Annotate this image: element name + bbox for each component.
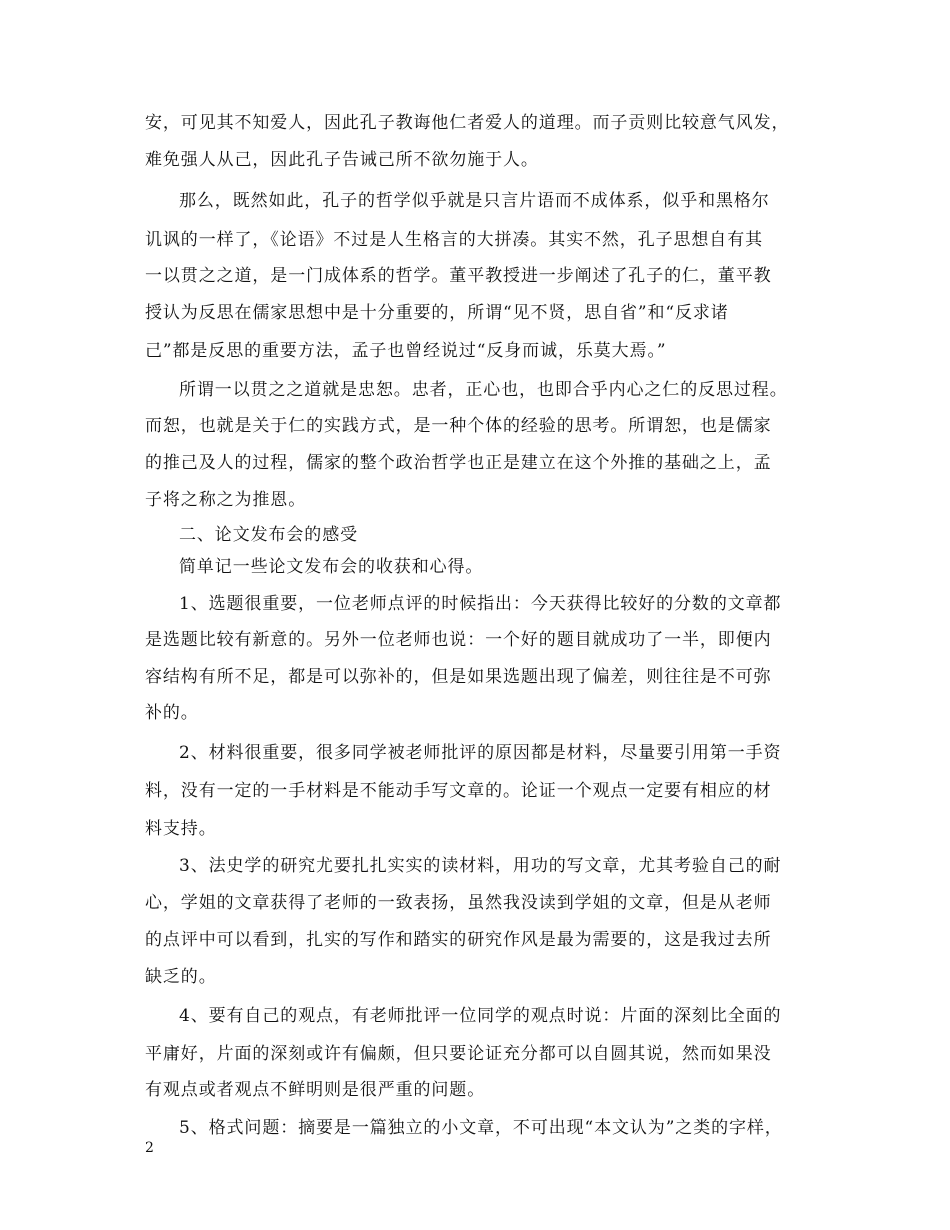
text-line: 的推己及人的过程，儒家的整个政治哲学也正是建立在这个外推的基础之上，孟 bbox=[145, 453, 772, 473]
text-line: 己”都是反思的重要方法，孟子也曾经说过“反身而诚，乐莫大焉。” bbox=[145, 341, 667, 361]
text-line: 料，没有一定的一手材料是不能动手写文章的。论证一个观点一定要有相应的材 bbox=[145, 781, 772, 801]
text-line: 一以贯之之道，是一门成体系的哲学。董平教授进一步阐述了孔子的仁，董平教 bbox=[145, 266, 772, 286]
text-line: 子将之称之为推恩。 bbox=[145, 490, 307, 510]
text-line: 缺乏的。 bbox=[145, 967, 217, 987]
text-line: 补的。 bbox=[145, 703, 199, 723]
text-line: 授认为反思在儒家思想中是十分重要的，所谓“见不贤，思自省”和“反求诸 bbox=[145, 303, 729, 323]
text-line: 2、材料很重要，很多同学被老师批评的原因都是材料，尽量要引用第一手资 bbox=[179, 743, 782, 763]
text-line: 难免强人从己，因此孔子告诫己所不欲勿施于人。 bbox=[145, 150, 539, 170]
text-line: 心，学姐的文章获得了老师的一致表扬，虽然我没读到学姐的文章，但是从老师 bbox=[145, 893, 772, 913]
text-line: 简单记一些论文发布会的收获和心得。 bbox=[179, 557, 484, 577]
text-line: 安，可见其不知爱人，因此孔子教诲他仁者爱人的道理。而子贡则比较意气风发， bbox=[145, 113, 790, 133]
text-line: 1、选题很重要，一位老师点评的时候指出：今天获得比较好的分数的文章都 bbox=[179, 594, 782, 614]
page-number: 2 bbox=[145, 1140, 154, 1156]
text-line: 4、要有自己的观点，有老师批评一位同学的观点时说：片面的深刻比全面的 bbox=[179, 1006, 782, 1026]
text-line: 3、法史学的研究尤要扎扎实实的读材料，用功的写文章，尤其考验自己的耐 bbox=[179, 856, 782, 876]
section-heading: 二、论文发布会的感受 bbox=[179, 525, 358, 545]
text-line: 5、格式问题：摘要是一篇独立的小文章，不可出现“本文认为”之类的字样， bbox=[179, 1118, 783, 1138]
text-line: 而恕，也就是关于仁的实践方式，是一种个体的经验的思考。所谓恕，也是儒家 bbox=[145, 416, 772, 436]
text-line: 容结构有所不足，都是可以弥补的，但是如果选题出现了偏差，则往往是不可弥 bbox=[145, 667, 772, 687]
text-line: 所谓一以贯之之道就是忠恕。忠者，正心也，也即合乎内心之仁的反思过程。 bbox=[179, 380, 788, 400]
text-line: 是选题比较有新意的。另外一位老师也说：一个好的题目就成功了一半，即便内 bbox=[145, 630, 772, 650]
text-line: 有观点或者观点不鲜明则是很严重的问题。 bbox=[145, 1080, 486, 1100]
text-line: 讥讽的一样了，《论语》不过是人生格言的大拼凑。其实不然，孔子思想自有其 bbox=[145, 230, 763, 250]
text-line: 平庸好，片面的深刻或许有偏颇，但只要论证充分都可以自圆其说，然而如果没 bbox=[145, 1044, 772, 1064]
text-line: 料支持。 bbox=[145, 819, 217, 839]
text-line: 的点评中可以看到，扎实的写作和踏实的研究作风是最为需要的，这是我过去所 bbox=[145, 930, 772, 950]
text-line: 那么，既然如此，孔子的哲学似乎就是只言片语而不成体系，似乎和黑格尔 bbox=[179, 191, 770, 211]
